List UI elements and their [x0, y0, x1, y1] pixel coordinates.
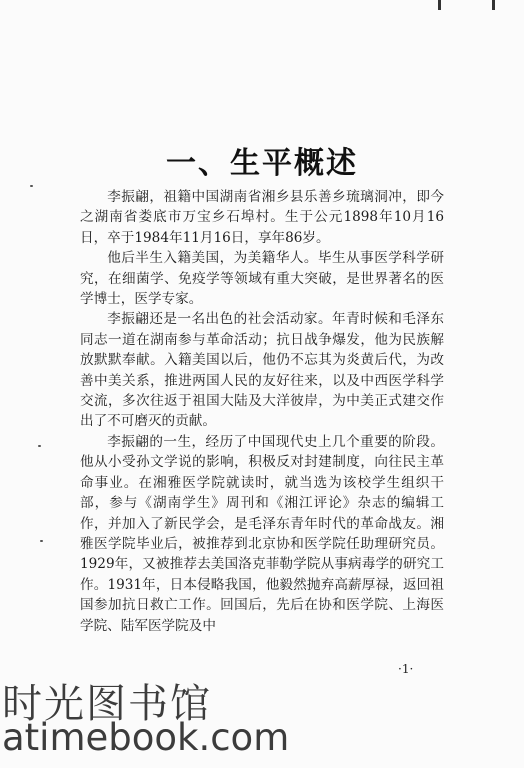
paragraph: 他后半生入籍美国，为美籍华人。毕生从事医学科学研究，在细菌学、免疫学等领域有重大突破，是世界著名的医学博士，医学专家。 — [80, 250, 444, 308]
paragraph: 李振翩，祖籍中国湖南省湘乡县乐善乡琉璃洞冲，即今之湖南省娄底市万宝乡石埠村。生于公元1898年10月16日，卒于1984年11月16日，享年86岁。 — [80, 189, 444, 246]
paragraph: 李振翩的一生，经历了中国现代史上几个重要的阶段。他从小受孙文学说的影响，积极反对封建制度，向往民主革命事业。在湘雅医学院就读时，就当选为该校学生组织干部，参与《湖南学生》周刊和《湘江评论》杂志的编辑工作，并加入了新民学会，是毛泽东青年时代的革命战友。湘雅医学院毕业后，被推荐到北京协和医学院任助理研究员。1929年，又被推荐去美国洛克菲勒学院从事病毒学的研究工作。1931年，日本侵略我国，他毅然抛弃高薪厚禄，返回祖国参加抗日救亡工作。回国后，先后在协和医学院、上海医学院、陆军医学院及中 — [80, 433, 444, 634]
body-text — [80, 187, 444, 636]
scan-mark — [492, 0, 495, 10]
paragraph: 李振翩还是一名出色的社会活动家。年青时候和毛泽东同志一道在湖南参与革命活动；抗日战争爆发，他为民族解放默默奉献。入籍美国以后，他仍不忘其为炎黄后代，为改善中美关系，推进两国人民的友好往来，以及中西医学科学交流，多次往返于祖国大陆及大洋彼岸，为中美正式建交作出了不可磨灭的贡献。 — [80, 311, 444, 430]
watermark-url: atimebook.com — [2, 716, 290, 759]
chapter-title: 一、生平概述 — [166, 146, 358, 181]
watermark-chinese: 时光图书馆 — [2, 681, 212, 727]
scan-speck — [38, 445, 41, 447]
scan-mark — [438, 0, 441, 10]
page-number: ·1· — [398, 662, 414, 676]
scan-speck — [40, 540, 43, 542]
scan-speck — [30, 185, 33, 187]
